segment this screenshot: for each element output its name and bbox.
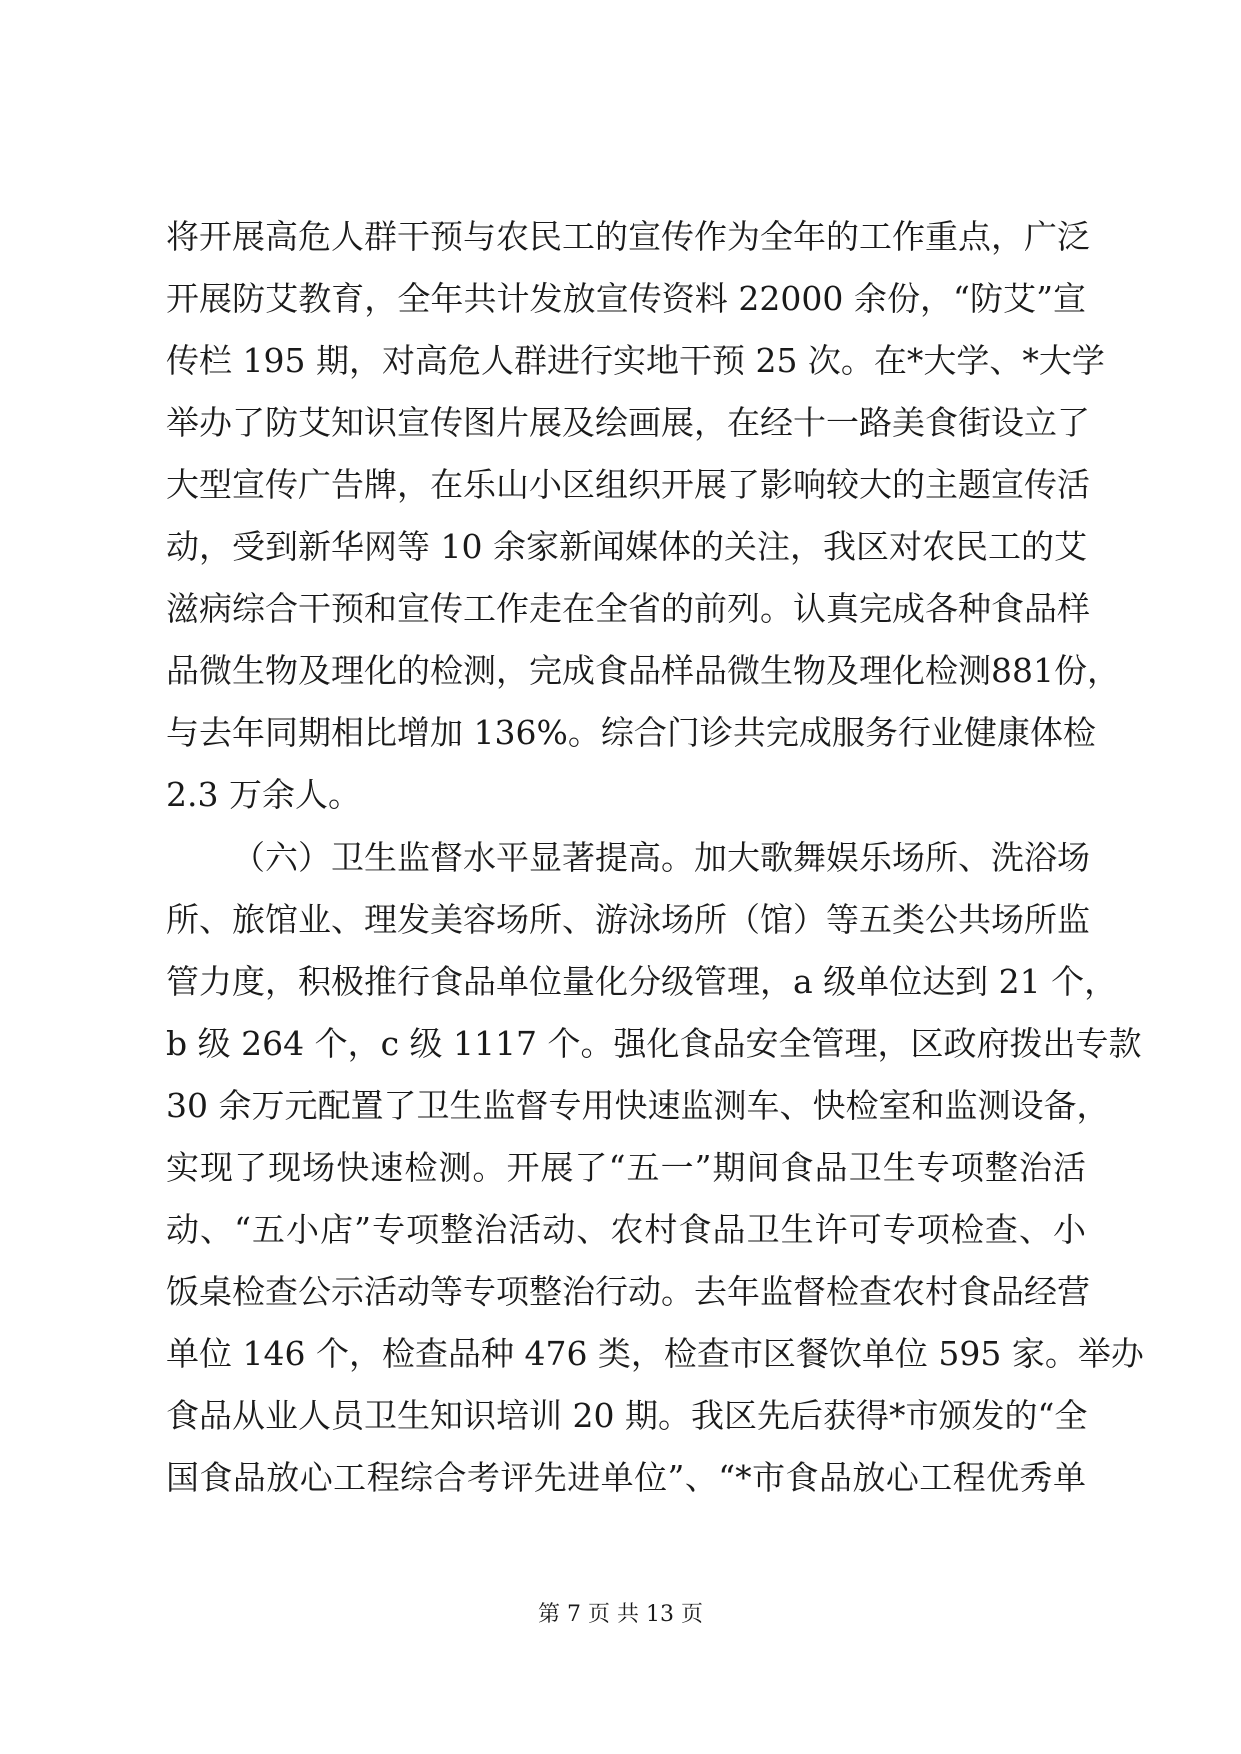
paragraph-line: 实现了现场快速检测。开展了“五一”期间食品卫生专项整治活 <box>166 1148 1086 1187</box>
section-heading-line: （六）卫生监督水平显著提高。加大歌舞娱乐场所、洗浴场 <box>232 838 1090 877</box>
paragraph-line: 品微生物及理化的检测，完成食品样品微生物及理化检测881份， <box>166 651 1120 690</box>
paragraph-line: 动、“五小店”专项整治活动、农村食品卫生许可专项检查、小 <box>166 1210 1086 1249</box>
paragraph-line: b 级 264 个，c 级 1117 个。强化食品安全管理，区政府拨出专款 <box>166 1024 1142 1063</box>
paragraph-line: 动，受到新华网等 10 余家新闻媒体的关注，我区对农民工的艾 <box>166 527 1087 566</box>
paragraph-line: 单位 146 个，检查品种 476 类，检查市区餐饮单位 595 家。举办 <box>166 1334 1144 1373</box>
paragraph-line: 开展防艾教育，全年共计发放宣传资料 22000 余份，“防艾”宣 <box>166 279 1086 318</box>
paragraph-line: 食品从业人员卫生知识培训 20 期。我区先后获得*市颁发的“全 <box>166 1396 1088 1435</box>
paragraph-line: 大型宣传广告牌，在乐山小区组织开展了影响较大的主题宣传活 <box>166 465 1090 504</box>
paragraph-line: 2.3 万余人。 <box>166 775 361 814</box>
paragraph-line: 饭桌检查公示活动等专项整治行动。去年监督检查农村食品经营 <box>166 1272 1090 1311</box>
paragraph-line: 所、旅馆业、理发美容场所、游泳场所（馆）等五类公共场所监 <box>166 900 1090 939</box>
paragraph-line: 国食品放心工程综合考评先进单位”、“*市食品放心工程优秀单 <box>166 1458 1086 1497</box>
paragraph-line: 将开展高危人群干预与农民工的宣传作为全年的工作重点，广泛 <box>166 217 1090 256</box>
page-footer: 第 7 页 共 13 页 <box>538 1602 703 1627</box>
paragraph-line: 管力度，积极推行食品单位量化分级管理，a 级单位达到 21 个， <box>166 962 1118 1001</box>
paragraph-line: 与去年同期相比增加 136%。综合门诊共完成服务行业健康体检 <box>166 713 1096 752</box>
paragraph-line: 30 余万元配置了卫生监督专用快速监测车、快检室和监测设备， <box>166 1086 1110 1125</box>
paragraph-line: 滋病综合干预和宣传工作走在全省的前列。认真完成各种食品样 <box>166 589 1090 628</box>
paragraph-line: 举办了防艾知识宣传图片展及绘画展，在经十一路美食街设立了 <box>166 403 1090 442</box>
paragraph-line: 传栏 195 期，对高危人群进行实地干预 25 次。在*大学、*大学 <box>166 341 1105 380</box>
